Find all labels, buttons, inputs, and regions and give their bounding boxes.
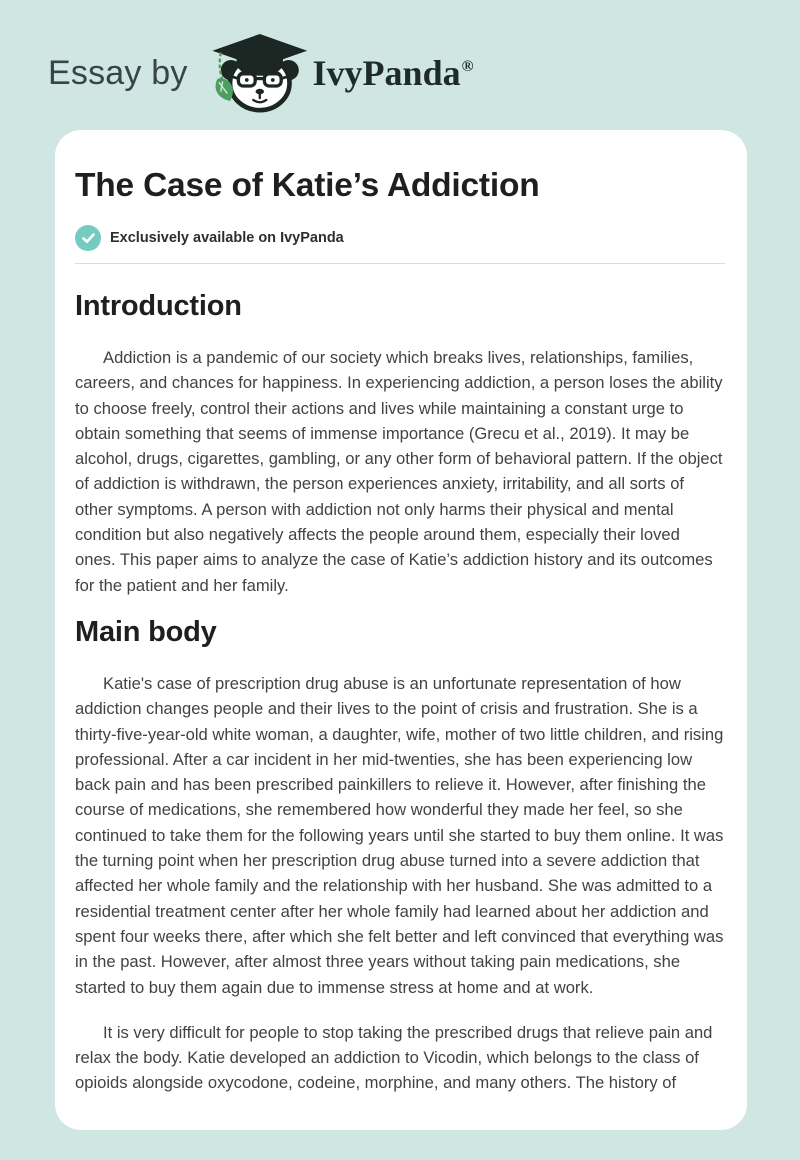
brand-name (313, 52, 474, 94)
availability-badge (75, 225, 725, 251)
paragraph: Addiction is a pandemic of our society which breaks lives, relationships, families, careers, and chances for happiness. In experiencing addiction, a person loses the ability to choose freely, control their actions and lives while maintaining a constant urge to obtain something that seems of immense importance (Grecu et al., 2019). It may be alcohol, drugs, cigarettes, gambling, or any other form of behavioral pattern. If the object of addiction is withdrawn, the person experiences anxiety, irritability, and all sorts of other symptoms. A person with addiction not only harms their physical and mental condition but also negatively affects the people around them, especially their loved ones. This paper aims to analyze the case of Katie’s addiction history and its outcomes for the patient and her family. (75, 348, 723, 595)
registered-trademark-symbol: ® (461, 58, 474, 75)
header-prefix: Essay by (48, 53, 188, 92)
panda-graduate-icon (205, 29, 309, 117)
availability-badge-label: Exclusively available on IvyPanda (110, 230, 344, 246)
site-header (0, 0, 800, 130)
essay-card (55, 130, 747, 1130)
divider (75, 263, 725, 264)
section-introduction (75, 289, 725, 598)
section-main-body (75, 615, 725, 1096)
check-icon (75, 225, 101, 251)
essay-title: The Case of Katie’s Addiction (75, 167, 540, 204)
brand-wordmark: IvyPanda (312, 53, 461, 93)
paragraph: Katie's case of prescription drug abuse is an unfortunate representation of how addiction changes people and their lives to the point of crisis and frustration. She is a thirty-five-year-old white woman, a daughter, wife, mother of two little children, and rising professional. After a car incident in her mid-twenties, she has been experiencing low back pain and has been prescribed painkillers to relieve it. However, after finishing the course of medications, she remembered how wonderful they made her feel, so she continued to take them for the following years until she started to buy them online. It was the turning point when her prescription drug abuse turned into a severe addiction that affected her whole family and the relationship with her husband. She was admitted to a residential treatment center after her whole family had learned about her addiction and spent four weeks there, after which she felt better and left convinced that everything was in the past. However, after almost three years without taking pain medications, she started to buy them again due to immense stress at home and at work. (75, 673, 724, 997)
paragraph: It is very difficult for people to stop taking the prescribed drugs that relieve pain and relax the body. Katie developed an addiction to Vicodin, which belongs to the class of opioids alongside oxycodone, codeine, morphine, and many others. The history of (75, 1022, 713, 1093)
section-heading-introduction: Introduction (75, 290, 242, 322)
section-heading-main-body: Main body (75, 615, 217, 648)
